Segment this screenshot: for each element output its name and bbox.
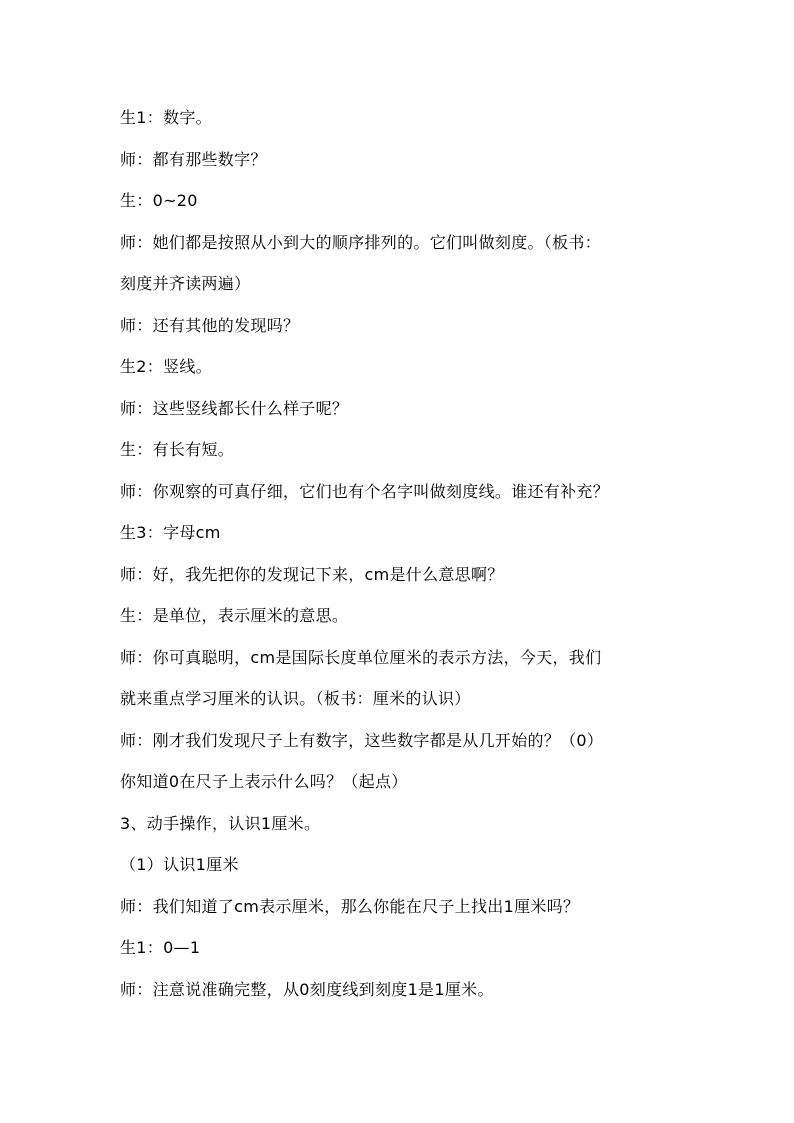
text-line: 师：你观察的可真仔细，它们也有个名字叫做刻度线。谁还有补充？: [120, 481, 610, 501]
text-line: 师：还有其他的发现吗？: [120, 315, 300, 335]
text-line: 师：刚才我们发现尺子上有数字，这些数字都是从几开始的？（0）: [120, 730, 604, 750]
text-line: 你知道0在尺子上表示什么吗？（起点）: [120, 772, 408, 791]
text-line: 生：有长有短。: [120, 440, 235, 459]
section-heading: 3、动手操作，认识1厘米。: [120, 813, 321, 833]
text-line: 师：都有那些数字？: [120, 149, 267, 169]
text-line: 生2：竖线。: [120, 357, 212, 376]
text-line: 生1：0—1: [120, 938, 201, 957]
text-line: 生：是单位，表示厘米的意思。: [120, 606, 349, 625]
document-body: [120, 104, 690, 1017]
subsection-heading: （1）认识1厘米: [120, 855, 239, 874]
text-line: 就来重点学习厘米的认识。（板书：厘米的认识）: [120, 689, 471, 708]
text-line: 师：注意说准确完整，从0刻度线到刻度1是1厘米。: [120, 979, 494, 999]
text-line: 师：我们知道了cm表示厘米，那么你能在尺子上找出1厘米吗？: [120, 896, 580, 916]
text-line: 生3：字母cm: [120, 523, 221, 542]
text-line: 生1：数字。: [120, 108, 212, 127]
text-line: 师：好，我先把你的发现记下来，cm是什么意思啊？: [120, 564, 504, 584]
text-line: 师：你可真聪明，cm是国际长度单位厘米的表示方法，今天，我们: [120, 647, 602, 667]
text-line: 师：这些竖线都长什么样子呢？: [120, 398, 349, 418]
text-line: 生：0~20: [120, 191, 198, 210]
text-line: 刻度并齐读两遍）: [120, 274, 251, 293]
text-line: 师：她们都是按照从小到大的顺序排列的。它们叫做刻度。（板书：: [120, 232, 602, 252]
